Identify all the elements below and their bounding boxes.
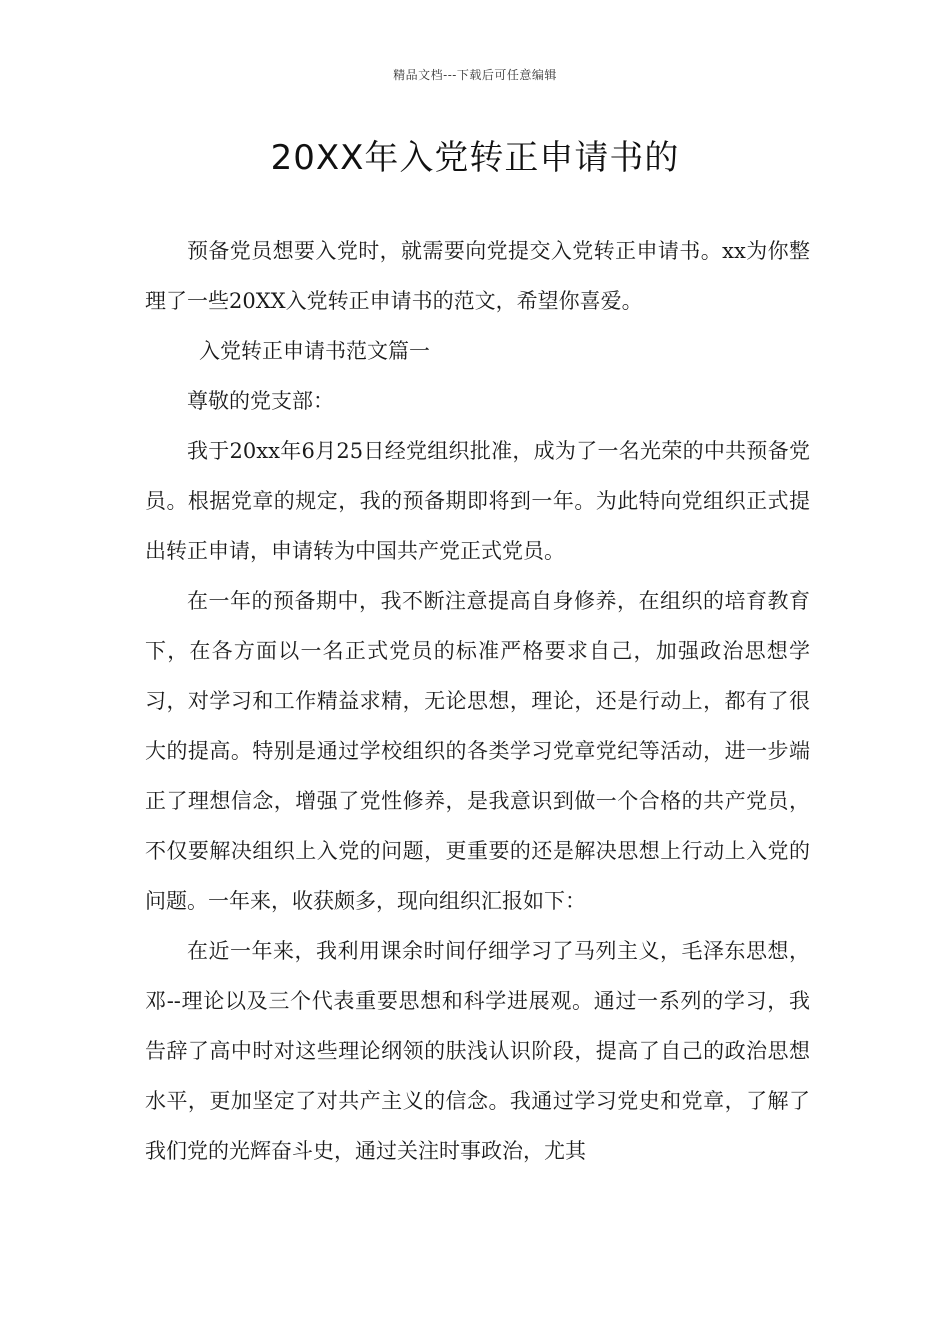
document-title: 20XX年入党转正申请书的 [270,138,680,178]
body-paragraph: 在近一年来，我利用课余时间仔细学习了马列主义，毛泽东思想，邓--理论以及三个代表重要思想和科学进展观。通过一系列的学习，我告辞了高中时对这些理论纲领的肤浅认识阶段，提高了自己的政治思想水平，更加坚定了对共产主义的信念。我通过学习党史和党章，了解了我们党的光辉奋斗史，通过关注时事政治，尤其 [145,939,810,1163]
body-paragraph: 我于20xx年6月25日经党组织批准，成为了一名光荣的中共预备党员。根据党章的规定，我的预备期即将到一年。为此特向党组织正式提出转正申请，申请转为中国共产党正式党员。 [145,439,810,563]
body-paragraph: 在一年的预备期中，我不断注意提高自身修养，在组织的培育教育下，在各方面以一名正式党员的标准严格要求自己，加强政治思想学习，对学习和工作精益求精，无论思想，理论，还是行动上，都有了很大的提高。特别是通过学校组织的各类学习党章党纪等活动，进一步端正了理想信念，增强了党性修养，是我意识到做一个合格的共产党员，不仅要解决组织上入党的问题，更重要的还是解决思想上行动上入党的问题。一年来，收获颇多，现向组织汇报如下： [145,589,810,913]
intro-paragraph: 预备党员想要入党时，就需要向党提交入党转正申请书。xx为你整理了一些20XX入党转正申请书的范文，希望你喜爱。 [145,239,810,313]
header-note: 精品文档---下载后可任意编辑 [393,68,557,82]
salutation: 尊敬的党支部： [187,389,334,413]
document-body [145,226,810,1176]
section-heading: 入党转正申请书范文篇一 [199,339,430,363]
